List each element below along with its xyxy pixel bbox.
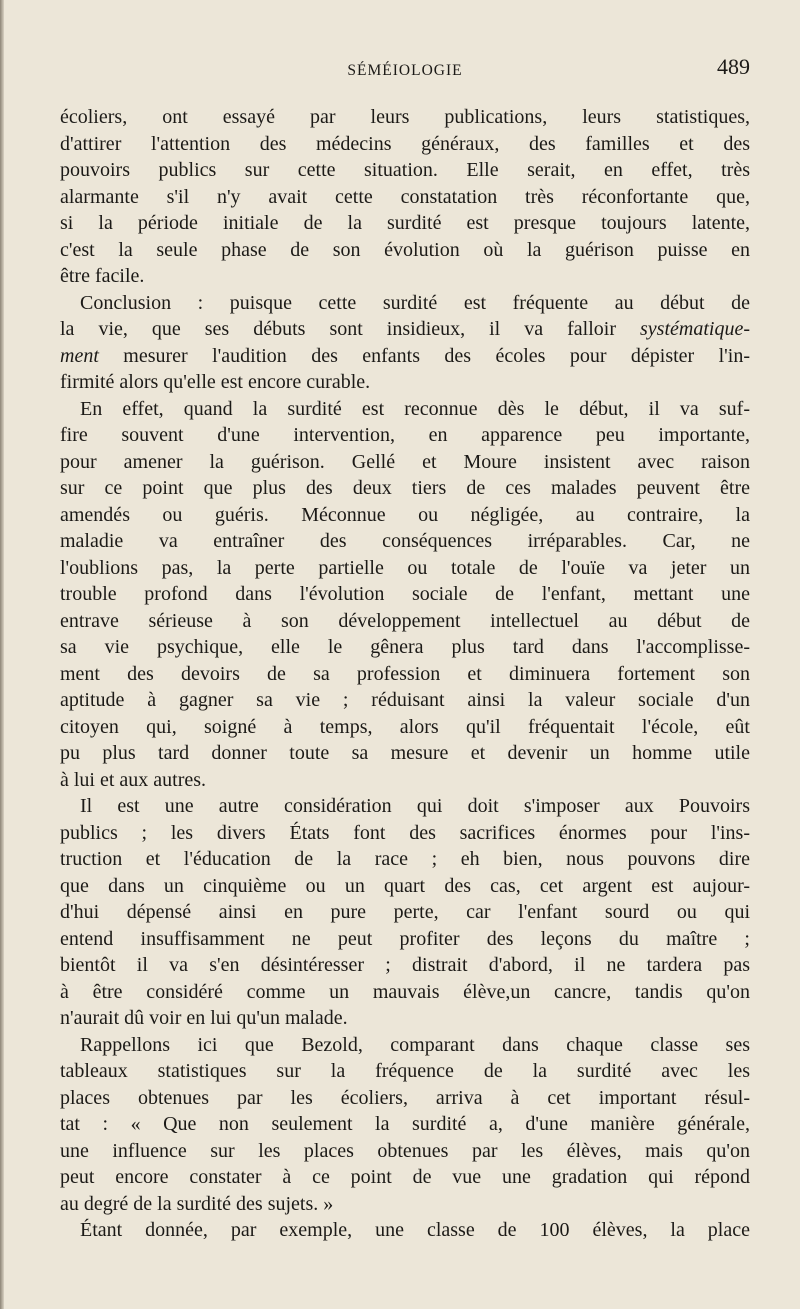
line-text: firmité alors qu'elle est encore curable. <box>60 371 371 393</box>
line-text: En effet, quand la surdité est reconnue dès le début, il va suf- <box>80 397 750 420</box>
text-line <box>60 1005 750 1032</box>
line-text: pour amener la guérison. Gellé et Moure insistent avec raison <box>60 450 750 473</box>
line-text: pu plus tard donner toute sa mesure et devenir un homme utile <box>60 742 750 764</box>
line-text: pouvoirs publics sur cette situation. Elle serait, en effet, très <box>60 159 750 181</box>
line-text: publics ; les divers États font des sacrifices énormes pour l'ins- <box>60 821 750 844</box>
line-text: entend insuffisamment ne peut profiter des leçons du maître ; <box>60 927 750 950</box>
text-line <box>60 979 750 1006</box>
line-text: truction et l'éducation de la race ; eh bien, nous pouvons dire <box>60 848 750 870</box>
line-text: d'hui dépensé ainsi en pure perte, car l'enfant sourd ou qui <box>60 901 750 923</box>
line-text: une influence sur les places obtenues par les élèves, mais qu'on <box>60 1139 750 1162</box>
text-line <box>60 369 750 396</box>
text-line <box>60 263 750 290</box>
text-line <box>60 104 750 131</box>
text-line <box>60 131 750 158</box>
line-text: si la période initiale de la surdité est presque toujours latente, <box>60 212 750 234</box>
line-text: Il est une autre considération qui doit s'imposer aux Pouvoirs <box>80 795 750 817</box>
line-text: Rappellons ici que Bezold, comparant dans chaque classe ses <box>80 1033 750 1056</box>
line-text: tat : « Que non seulement la surdité a, d'une manière générale, <box>60 1113 750 1135</box>
text-line <box>60 237 750 264</box>
body-text <box>60 104 750 1244</box>
text-line <box>60 316 750 343</box>
text-line <box>60 343 750 370</box>
line-text: sur ce point que plus des deux tiers de ces malades peuvent être <box>60 477 750 499</box>
emphasis-text: ment <box>60 344 99 367</box>
line-text: sa vie psychique, elle le gênera plus tard dans l'accomplisse- <box>60 636 750 658</box>
text-line <box>60 184 750 211</box>
running-header <box>60 46 750 86</box>
line-text: ment des devoirs de sa profession et diminuera fortement son <box>60 662 750 685</box>
text-line <box>60 820 750 847</box>
text-line <box>60 873 750 900</box>
text-line <box>60 899 750 926</box>
line-text: que dans un cinquième ou un quart des cas, cet argent est aujour- <box>60 874 750 897</box>
line-text: alarmante s'il n'y avait cette constatation très réconfortante que, <box>60 185 750 208</box>
text-line <box>60 608 750 635</box>
line-text: d'attirer l'attention des médecins généraux, des familles et des <box>60 132 750 155</box>
line-text: l'oublions pas, la perte partielle ou totale de l'ouïe va jeter un <box>60 556 750 579</box>
line-text: bientôt il va s'en désintéresser ; distrait d'abord, il ne tardera pas <box>60 954 750 976</box>
text-line <box>60 555 750 582</box>
line-text: à être considéré comme un mauvais élève,un cancre, tandis qu'on <box>60 980 750 1003</box>
text-line <box>60 528 750 555</box>
text-line <box>60 210 750 237</box>
text-line <box>60 846 750 873</box>
text-line <box>60 793 750 820</box>
line-text: entrave sérieuse à son développement intellectuel au début de <box>60 609 750 632</box>
text-line <box>60 1085 750 1112</box>
text-line <box>60 502 750 529</box>
line-text: citoyen qui, soigné à temps, alors qu'il fréquentait l'école, eût <box>60 715 750 738</box>
text-line <box>60 952 750 979</box>
line-text: trouble profond dans l'évolution sociale de l'enfant, mettant une <box>60 583 750 605</box>
text-line <box>60 1191 750 1218</box>
page-number: 489 <box>717 54 750 79</box>
text-line <box>60 1138 750 1165</box>
text-line <box>60 1217 750 1244</box>
text-line <box>60 661 750 688</box>
line-text: être facile. <box>60 265 145 287</box>
line-text: Étant donnée, par exemple, une classe de 100 élèves, la place <box>80 1219 750 1241</box>
text-line <box>60 926 750 953</box>
line-text: au degré de la surdité des sujets. » <box>60 1192 334 1215</box>
text-line <box>60 475 750 502</box>
text-line <box>60 634 750 661</box>
text-line <box>60 396 750 423</box>
text-line <box>60 449 750 476</box>
line-text: à lui et aux autres. <box>60 768 207 791</box>
line-text: peut encore constater à ce point de vue une gradation qui répond <box>60 1166 750 1188</box>
line-text: amendés ou guéris. Méconnue ou négligée, au contraire, la <box>60 503 750 526</box>
line-text: écoliers, ont essayé par leurs publications, leurs statistiques, <box>60 106 750 128</box>
line-text: c'est la seule phase de son évolution où la guérison puisse en <box>60 238 750 261</box>
text-line <box>60 581 750 608</box>
text-line <box>60 740 750 767</box>
running-title: SÉMÉIOLOGIE <box>347 62 463 79</box>
emphasis-text: systématique- <box>640 318 750 340</box>
text-line <box>60 157 750 184</box>
line-text: n'aurait dû voir en lui qu'un malade. <box>60 1007 348 1029</box>
line-text: mesurer l'audition des enfants des écoles pour dépister l'in- <box>98 344 750 367</box>
line-text: maladie va entraîner des conséquences irréparables. Car, ne <box>60 530 750 552</box>
text-line <box>60 1164 750 1191</box>
page-edge <box>0 0 4 1309</box>
line-text: places obtenues par les écoliers, arriva à cet important résul- <box>60 1086 750 1109</box>
text-line <box>60 1032 750 1059</box>
line-text: tableaux statistiques sur la fréquence de la surdité avec les <box>60 1060 750 1082</box>
line-text: la vie, que ses débuts sont insidieux, il va falloir <box>60 318 641 340</box>
line-text: fire souvent d'une intervention, en apparence peu importante, <box>60 424 750 446</box>
line-text: Conclusion : puisque cette surdité est fréquente au début de <box>80 291 750 314</box>
text-line <box>60 767 750 794</box>
text-line <box>60 714 750 741</box>
text-line <box>60 290 750 317</box>
text-line <box>60 422 750 449</box>
text-line <box>60 1111 750 1138</box>
text-line <box>60 687 750 714</box>
text-line <box>60 1058 750 1085</box>
line-text: aptitude à gagner sa vie ; réduisant ainsi la valeur sociale d'un <box>60 689 750 711</box>
